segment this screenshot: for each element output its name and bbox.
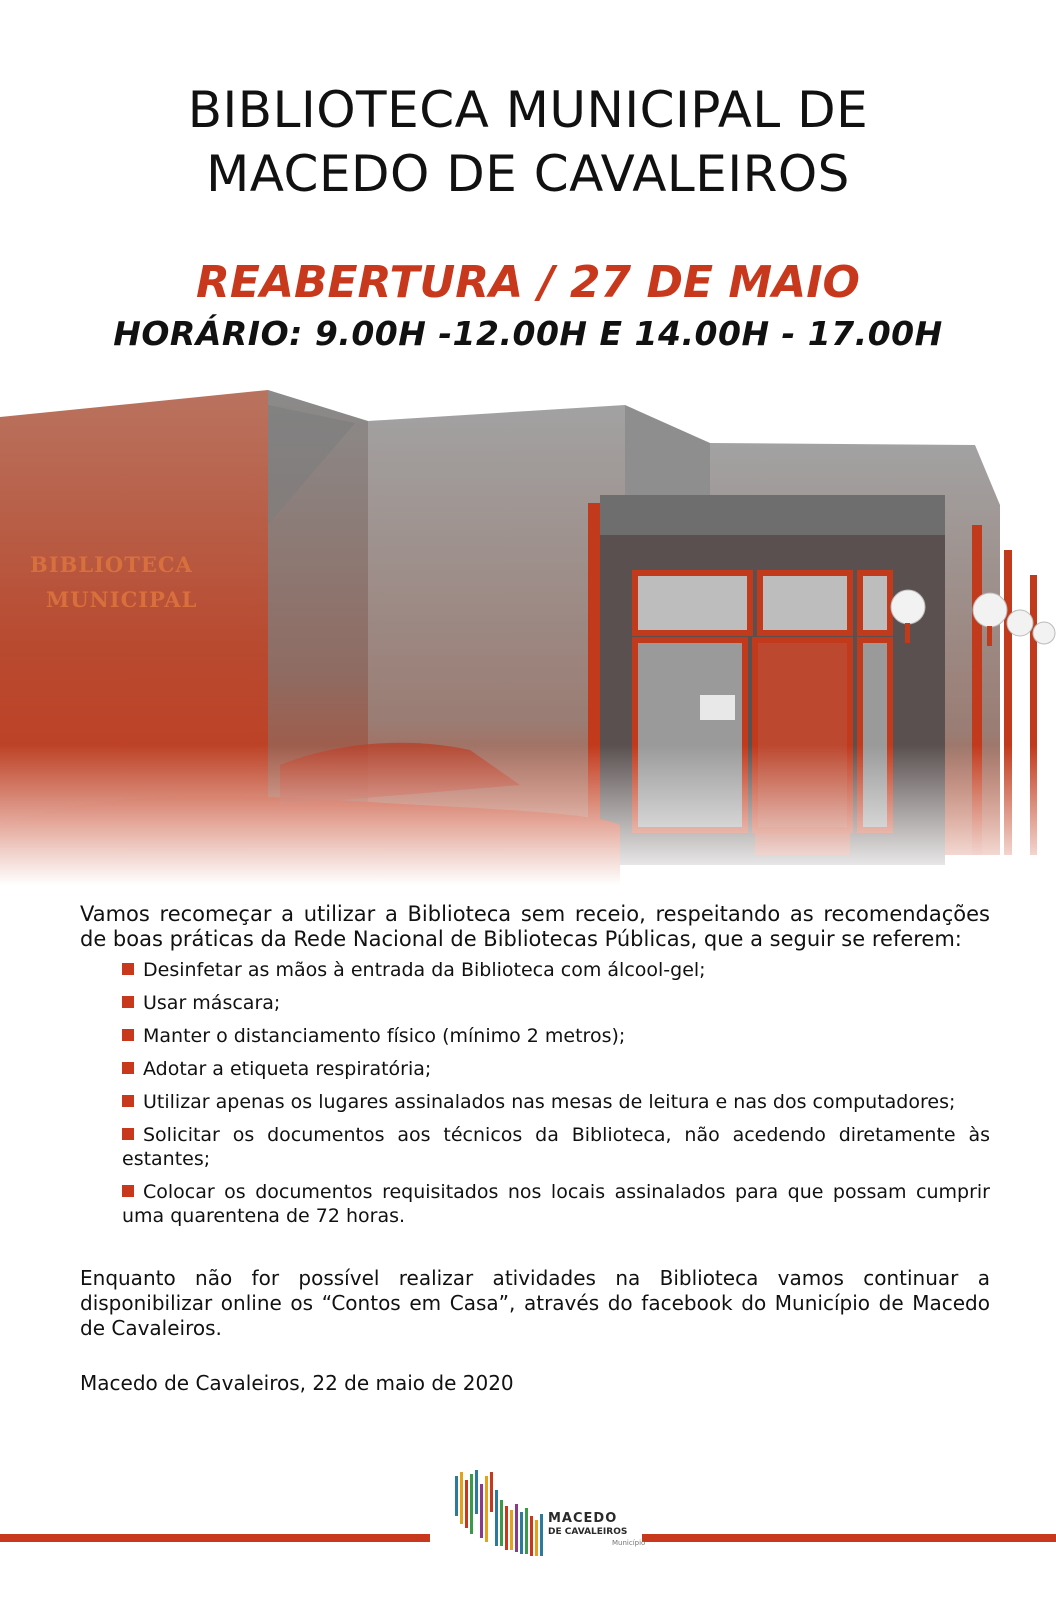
red-square-bullet-icon [122,1062,134,1074]
title-line-1: BIBLIOTECA MUNICIPAL DE [187,81,869,139]
list-item: Usar máscara; [122,991,990,1015]
logo-subtitle: DE CAVALEIROS [548,1527,628,1537]
title-line-2: MACEDO DE CAVALEIROS [206,145,850,203]
reopening-date: REABERTURA / 27 DE MAIO [196,257,860,308]
list-item: Utilizar apenas os lugares assinalados nas mesas de leitura e nas dos computadores; [122,1090,990,1114]
logo-municipio: Município [612,1539,646,1547]
list-item: Desinfetar as mãos à entrada da Biblioteca com álcool-gel; [122,958,990,982]
page-title [0,78,1056,206]
intro-paragraph: Vamos recomeçar a utilizar a Biblioteca sem receio, respeitando as recomendações de boas práticas da Rede Nacional de Bibliotecas Públicas, que a seguir se referem: [80,902,990,951]
closing-paragraph: Enquanto não for possível realizar atividades na Biblioteca vamos continuar a disponibilizar online os “Contos em Casa”, através do facebook do Município de Macedo de Cavaleiros. [80,1266,990,1340]
red-square-bullet-icon [122,963,134,975]
red-square-bullet-icon [122,996,134,1008]
opening-hours: HORÁRIO: 9.00H -12.00H E 14.00H - 17.00H [113,314,943,353]
footer-bar-right [642,1534,1056,1542]
date-line: Macedo de Cavaleiros, 22 de maio de 2020 [80,1371,514,1395]
library-building-photo [0,385,1056,885]
list-item: Manter o distanciamento físico (mínimo 2 metros); [122,1024,990,1048]
list-item: Colocar os documentos requisitados nos locais assinalados para que possam cumprir uma quarentena de 72 horas. [122,1181,990,1227]
rules-list [80,958,990,1228]
logo-name: MACEDO [548,1511,618,1526]
red-square-bullet-icon [122,1029,134,1041]
list-item: Solicitar os documentos aos técnicos da Biblioteca, não acedendo diretamente às estantes; [122,1124,990,1170]
red-square-bullet-icon [122,1095,134,1107]
main-text [80,902,990,1396]
footer-bar-left [0,1534,430,1542]
list-item: Adotar a etiqueta respiratória; [122,1057,990,1081]
red-square-bullet-icon [122,1128,134,1140]
red-square-bullet-icon [122,1185,134,1197]
